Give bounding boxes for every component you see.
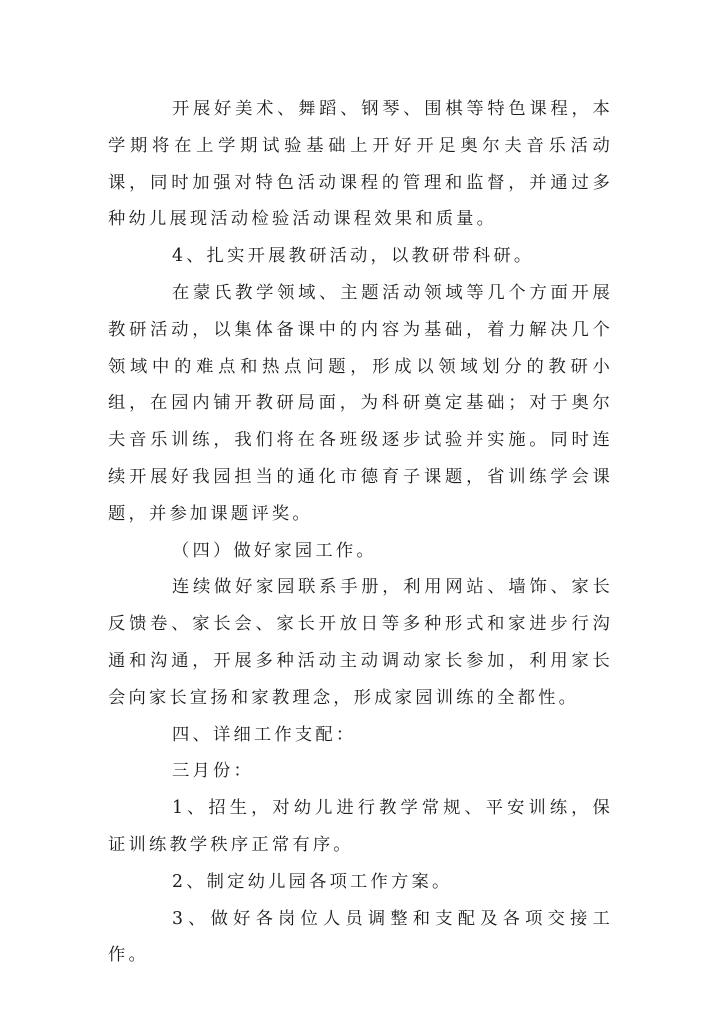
document-body [108, 91, 613, 974]
paragraph-heading-teaching-research: 4、扎实开展教研活动，以教研带科研。 [172, 246, 535, 267]
paragraph-teaching-research: 在蒙氏教学领域、主题活动领域等几个方面开展教研活动，以集体备课中的内容为基础，着力解决几个领域中的难点和热点问题，形成以领域划分的教研小组，在园内铺开教研局面，为科研奠定基础；对于奥尔夫音乐训练，我们将在各班级逐步试验并实施。同时连续开展好我园担当的通化市德育子课题，省训练学会课题，并参加课题评奖。 [108, 282, 613, 524]
paragraph-item-enrollment: 1、招生，对幼儿进行教学常规、平安训练，保证训练教学秩序正常有序。 [108, 798, 613, 855]
paragraph-item-work-plan: 2、制定幼儿园各项工作方案。 [172, 871, 453, 892]
paragraph-item-staff-adjustment: 3、做好各岗位人员调整和支配及各项交接工作。 [108, 908, 613, 966]
paragraph-home-school: 连续做好家园联系手册，利用网站、墙饰、家长反馈卷、家长会、家长开放日等多种形式和家进步行沟通和沟通，开展多种活动主动调动家长参加，利用家长会向家长宣扬和家教理念，形成家园训练的全都性。 [108, 577, 613, 708]
paragraph-heading-home-school: （四）做好家园工作。 [172, 540, 377, 561]
paragraph-month-march: 三月份： [172, 761, 254, 782]
paragraph-special-courses: 开展好美术、舞蹈、钢琴、围棋等特色课程，本学期将在上学期试验基础上开好开足奥尔夫音乐活动课，同时加强对特色活动课程的管理和监督，并通过多种幼儿展现活动检验活动课程效果和质量。 [108, 99, 613, 230]
paragraph-heading-work-arrangement: 四、详细工作支配： [172, 724, 357, 745]
